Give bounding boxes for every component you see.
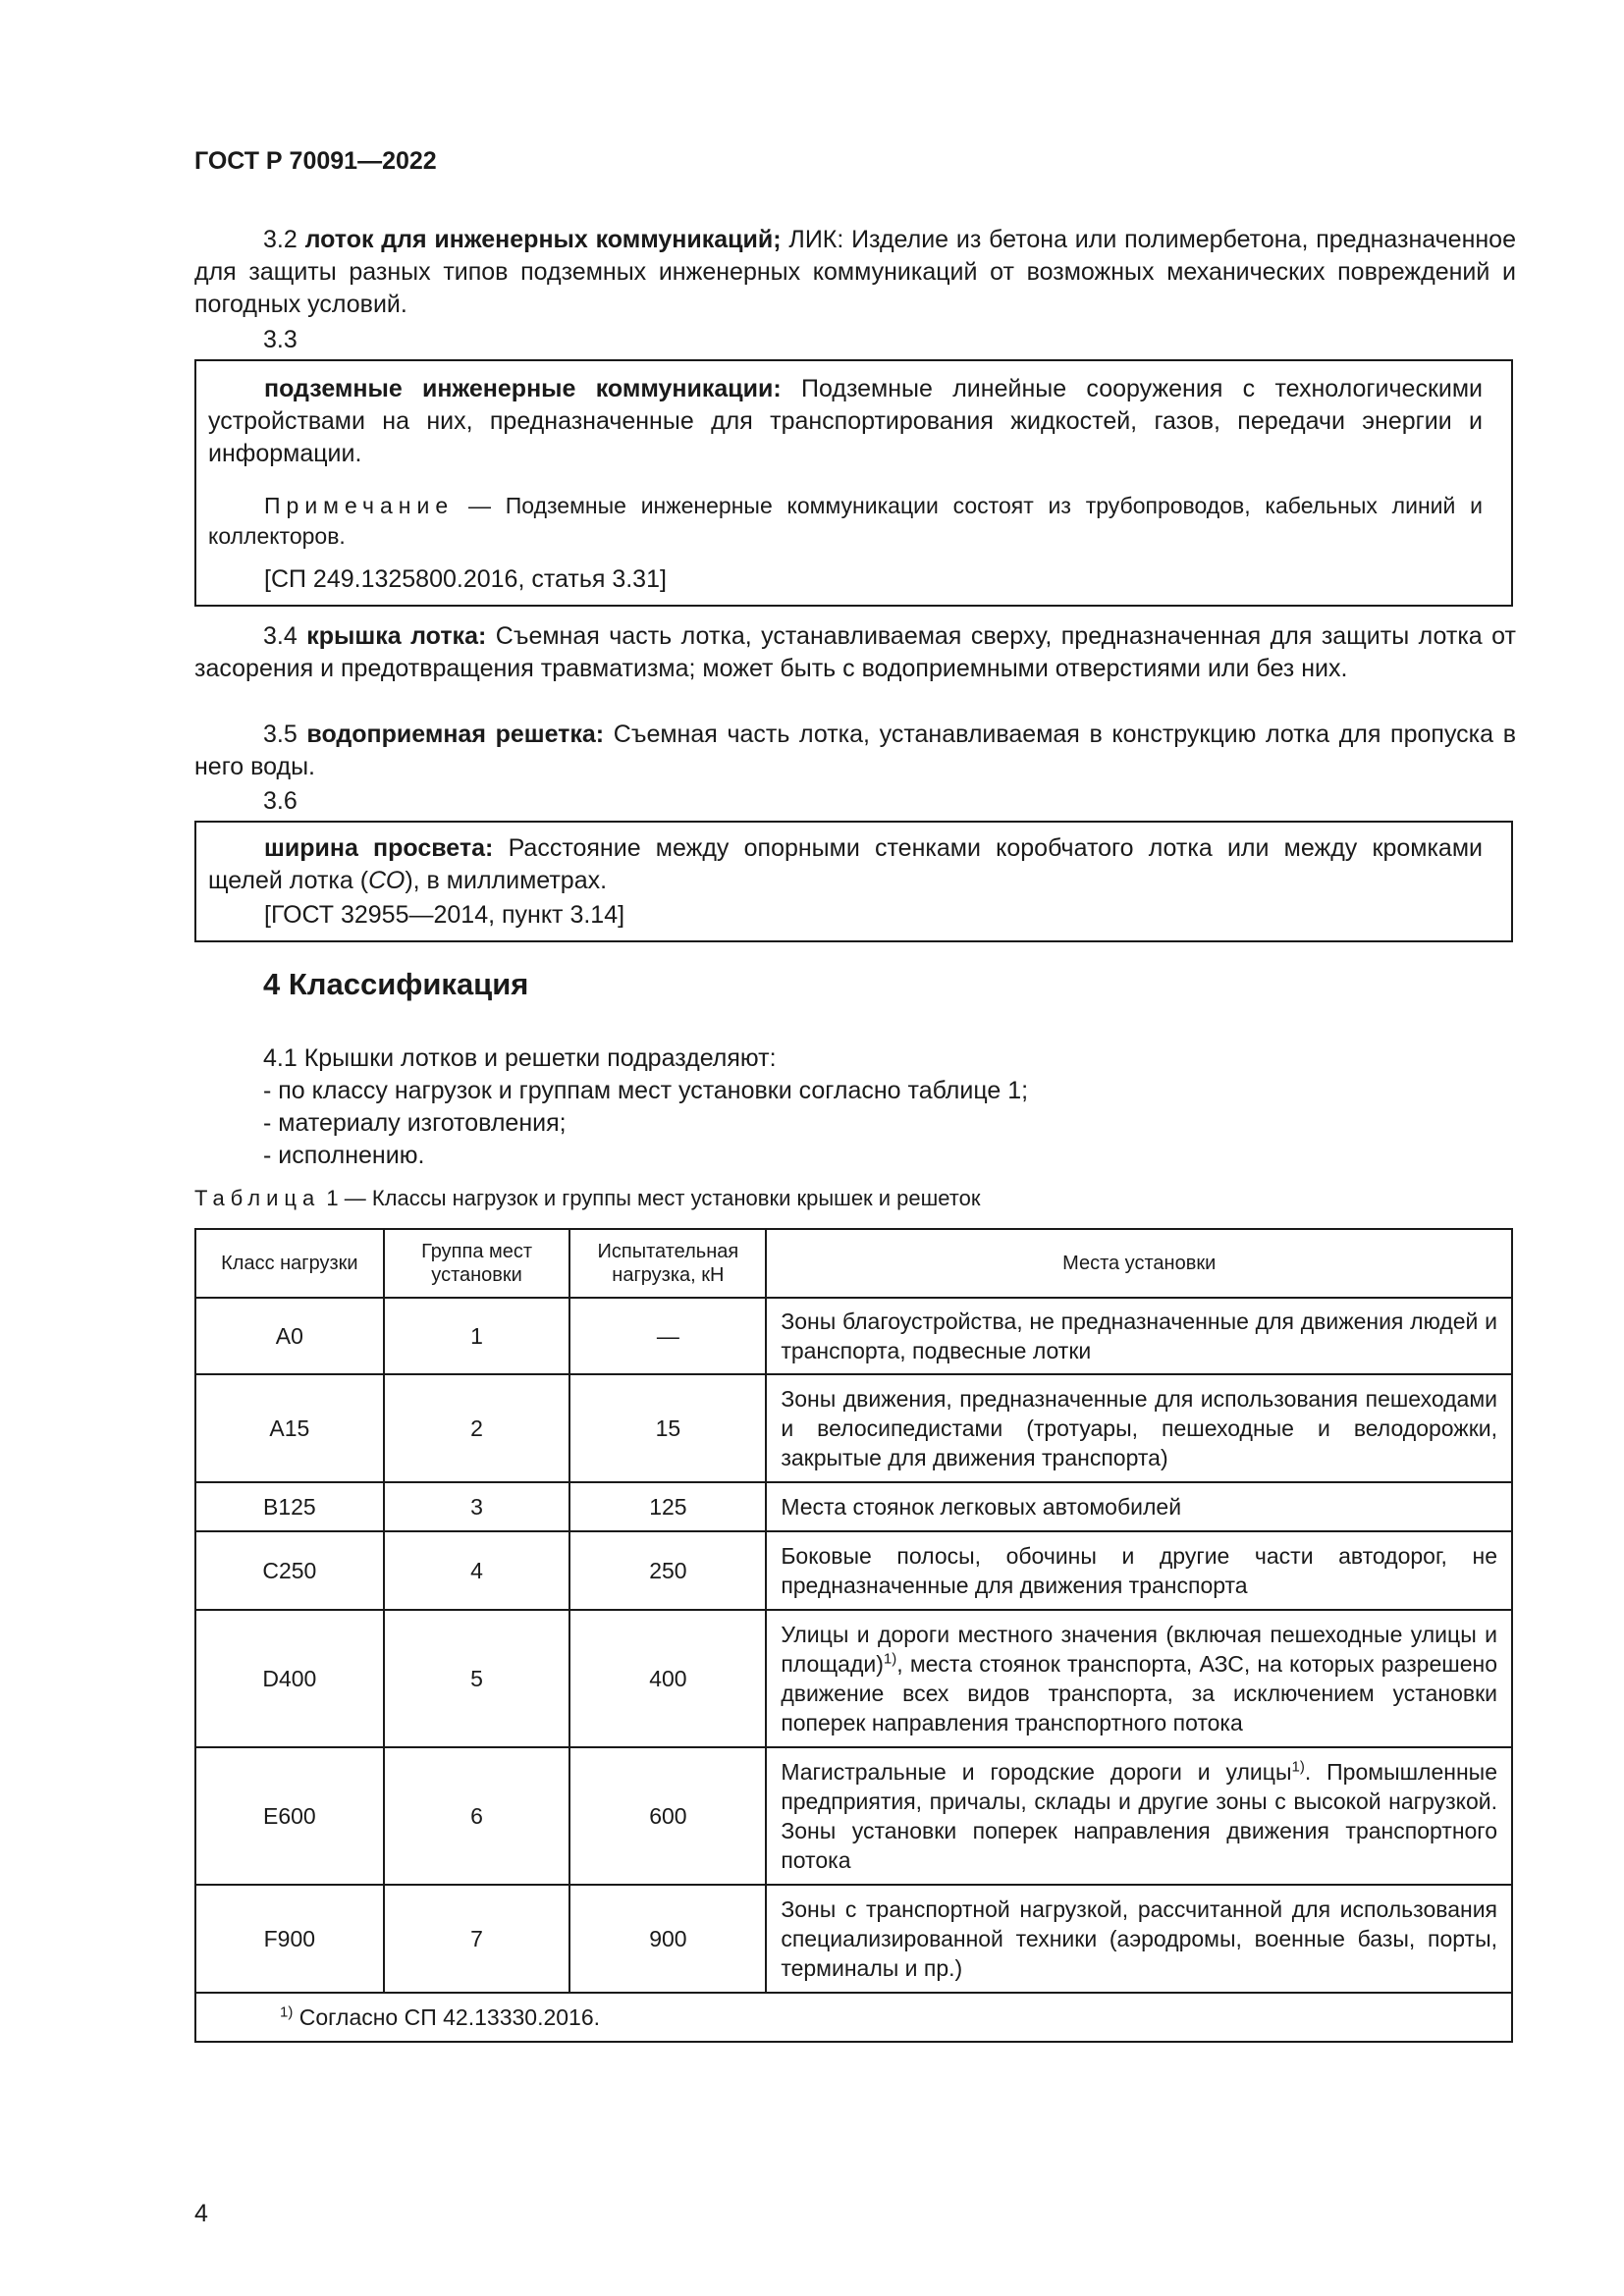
place-text-b: , места стоянок транспорта, АЗС, на которых разрешено движение всех видов транспорта, за исключением установки поперек направления транспортного потока xyxy=(781,1651,1497,1735)
term-number: 3.5 xyxy=(263,721,298,748)
cell-class: A15 xyxy=(195,1374,384,1482)
table-row xyxy=(195,1610,1512,1747)
term-number: 3.4 xyxy=(263,622,298,650)
term-definition-a: Расстояние между опорными стенками коробчатого лотка или между кромками щелей лотка ( xyxy=(208,834,1483,894)
term-3-4 xyxy=(194,620,1516,685)
table-row xyxy=(195,1747,1512,1885)
cell-class: B125 xyxy=(195,1482,384,1531)
caption-text: 1 — Классы нагрузок и группы мест установки крышек и решеток xyxy=(320,1186,981,1210)
cell-load: — xyxy=(569,1298,766,1374)
cell-group: 6 xyxy=(384,1747,570,1885)
cell-group: 2 xyxy=(384,1374,570,1482)
list-item: - исполнению. xyxy=(263,1142,425,1169)
cell-load: 15 xyxy=(569,1374,766,1482)
term-3-6-number: 3.6 xyxy=(263,787,298,815)
term-name: крышка лотка: xyxy=(306,622,487,650)
cell-class: C250 xyxy=(195,1531,384,1610)
term-3-3-source xyxy=(196,563,1492,596)
term-number: 3.2 xyxy=(263,226,298,253)
table-footnote-row xyxy=(195,1993,1512,2042)
caption-label: Таблица xyxy=(194,1186,321,1210)
table-row xyxy=(195,1374,1512,1482)
table-caption xyxy=(194,1186,981,1211)
term-name: ширина просвета: xyxy=(264,834,494,862)
header-class: Класс нагрузки xyxy=(195,1229,384,1298)
table-footnote xyxy=(195,1993,1512,2042)
header-place: Места установки xyxy=(766,1229,1512,1298)
cell-class: F900 xyxy=(195,1885,384,1993)
term-3-6-box xyxy=(194,821,1513,942)
place-text-b: . Промышленные предприятия, причалы, склады и другие зоны с высокой нагрузкой. Зоны установки поперек направления движения транспортного потока xyxy=(781,1759,1497,1873)
term-definition-b: ), в миллиметрах. xyxy=(405,867,608,894)
term-definition: Съемная часть лотка, устанавливаемая сверху, предназначенная для защиты лотка от засорения и предотвращения травматизма; может быть с водоприемными отверстиями или без них. xyxy=(194,622,1516,682)
term-definition: ЛИК: Изделие из бетона или полимербетона, предназначенное для защиты разных типов подземных инженерных коммуникаций от возможных механических повреждений и погодных условий. xyxy=(194,226,1516,318)
cell-group: 3 xyxy=(384,1482,570,1531)
cell-place: Зоны благоустройства, не предназначенные для движения людей и транспорта, подвесные лотки xyxy=(766,1298,1512,1374)
document-header: ГОСТ Р 70091—2022 xyxy=(194,147,437,175)
page-number: 4 xyxy=(194,2200,208,2227)
term-abbr: СО xyxy=(368,867,406,894)
table-row xyxy=(195,1531,1512,1610)
cell-load: 250 xyxy=(569,1531,766,1610)
footnote-ref: 1) xyxy=(1291,1758,1305,1776)
table-row xyxy=(195,1482,1512,1531)
term-definition: Съемная часть лотка, устанавливаемая в конструкцию лотка для пропуска в него воды. xyxy=(194,721,1516,780)
term-name: водоприемная решетка: xyxy=(306,721,605,748)
cell-class: A0 xyxy=(195,1298,384,1374)
table-row xyxy=(195,1298,1512,1374)
footnote-text: Согласно СП 42.13330.2016. xyxy=(293,2003,601,2030)
cell-load: 600 xyxy=(569,1747,766,1885)
cell-class: E600 xyxy=(195,1747,384,1885)
cell-group: 7 xyxy=(384,1885,570,1993)
footnote-mark: 1) xyxy=(280,2002,294,2020)
cell-place: Боковые полосы, обочины и другие части автодорог, не предназначенные для движения транспорта xyxy=(766,1531,1512,1610)
term-name: лоток для инженерных коммуникаций; xyxy=(304,226,782,253)
header-load: Испытательная нагрузка, кН xyxy=(569,1229,766,1298)
term-3-3-note xyxy=(196,491,1492,552)
place-text-a: Магистральные и городские дороги и улицы xyxy=(781,1759,1292,1785)
term-3-3 xyxy=(196,373,1492,470)
place-text-a: Улицы и дороги местного значения (включая пешеходные улицы и площади) xyxy=(781,1622,1497,1677)
term-3-6-source xyxy=(196,899,1492,932)
cell-place: Зоны с транспортной нагрузкой, рассчитанной для использования специализированной техники (аэродромы, военные базы, порты, терминалы и пр.) xyxy=(766,1885,1512,1993)
term-3-3-box xyxy=(194,359,1513,607)
cell-place xyxy=(766,1747,1512,1885)
table-header-row xyxy=(195,1229,1512,1298)
term-3-3-number: 3.3 xyxy=(263,326,298,353)
clause-4-1: 4.1 Крышки лотков и решетки подразделяют: xyxy=(263,1044,777,1072)
source-reference: [СП 249.1325800.2016, статья 3.31] xyxy=(264,565,667,593)
term-3-2 xyxy=(194,224,1516,321)
cell-load: 125 xyxy=(569,1482,766,1531)
source-reference: [ГОСТ 32955—2014, пункт 3.14] xyxy=(264,901,625,929)
list-item: - материалу изготовления; xyxy=(263,1109,567,1137)
load-class-table xyxy=(194,1228,1513,2043)
note-label: Примечание xyxy=(264,493,455,518)
cell-place xyxy=(766,1610,1512,1747)
footnote-ref: 1) xyxy=(883,1650,897,1668)
cell-group: 4 xyxy=(384,1531,570,1610)
cell-group: 5 xyxy=(384,1610,570,1747)
cell-load: 400 xyxy=(569,1610,766,1747)
table-row xyxy=(195,1885,1512,1993)
term-3-6 xyxy=(196,832,1492,897)
note-text: — Подземные инженерные коммуникации состоят из трубопроводов, кабельных линий и коллекторов. xyxy=(208,493,1483,549)
term-name: подземные инженерные коммуникации: xyxy=(264,375,782,402)
cell-place: Зоны движения, предназначенные для использования пешеходами и велосипедистами (тротуары, пешеходные и велодорожки, закрытые для движения транспорта) xyxy=(766,1374,1512,1482)
cell-group: 1 xyxy=(384,1298,570,1374)
term-3-5 xyxy=(194,719,1516,783)
cell-load: 900 xyxy=(569,1885,766,1993)
cell-class: D400 xyxy=(195,1610,384,1747)
cell-place: Места стоянок легковых автомобилей xyxy=(766,1482,1512,1531)
section-title: 4 Классификация xyxy=(263,967,529,1001)
header-group: Группа мест установки xyxy=(384,1229,570,1298)
term-definition: Подземные линейные сооружения с технологическими устройствами на них, предназначенные для транспортирования жидкостей, газов, передачи энергии и информации. xyxy=(208,375,1483,467)
list-item: - по классу нагрузок и группам мест установки согласно таблице 1; xyxy=(263,1077,1029,1104)
